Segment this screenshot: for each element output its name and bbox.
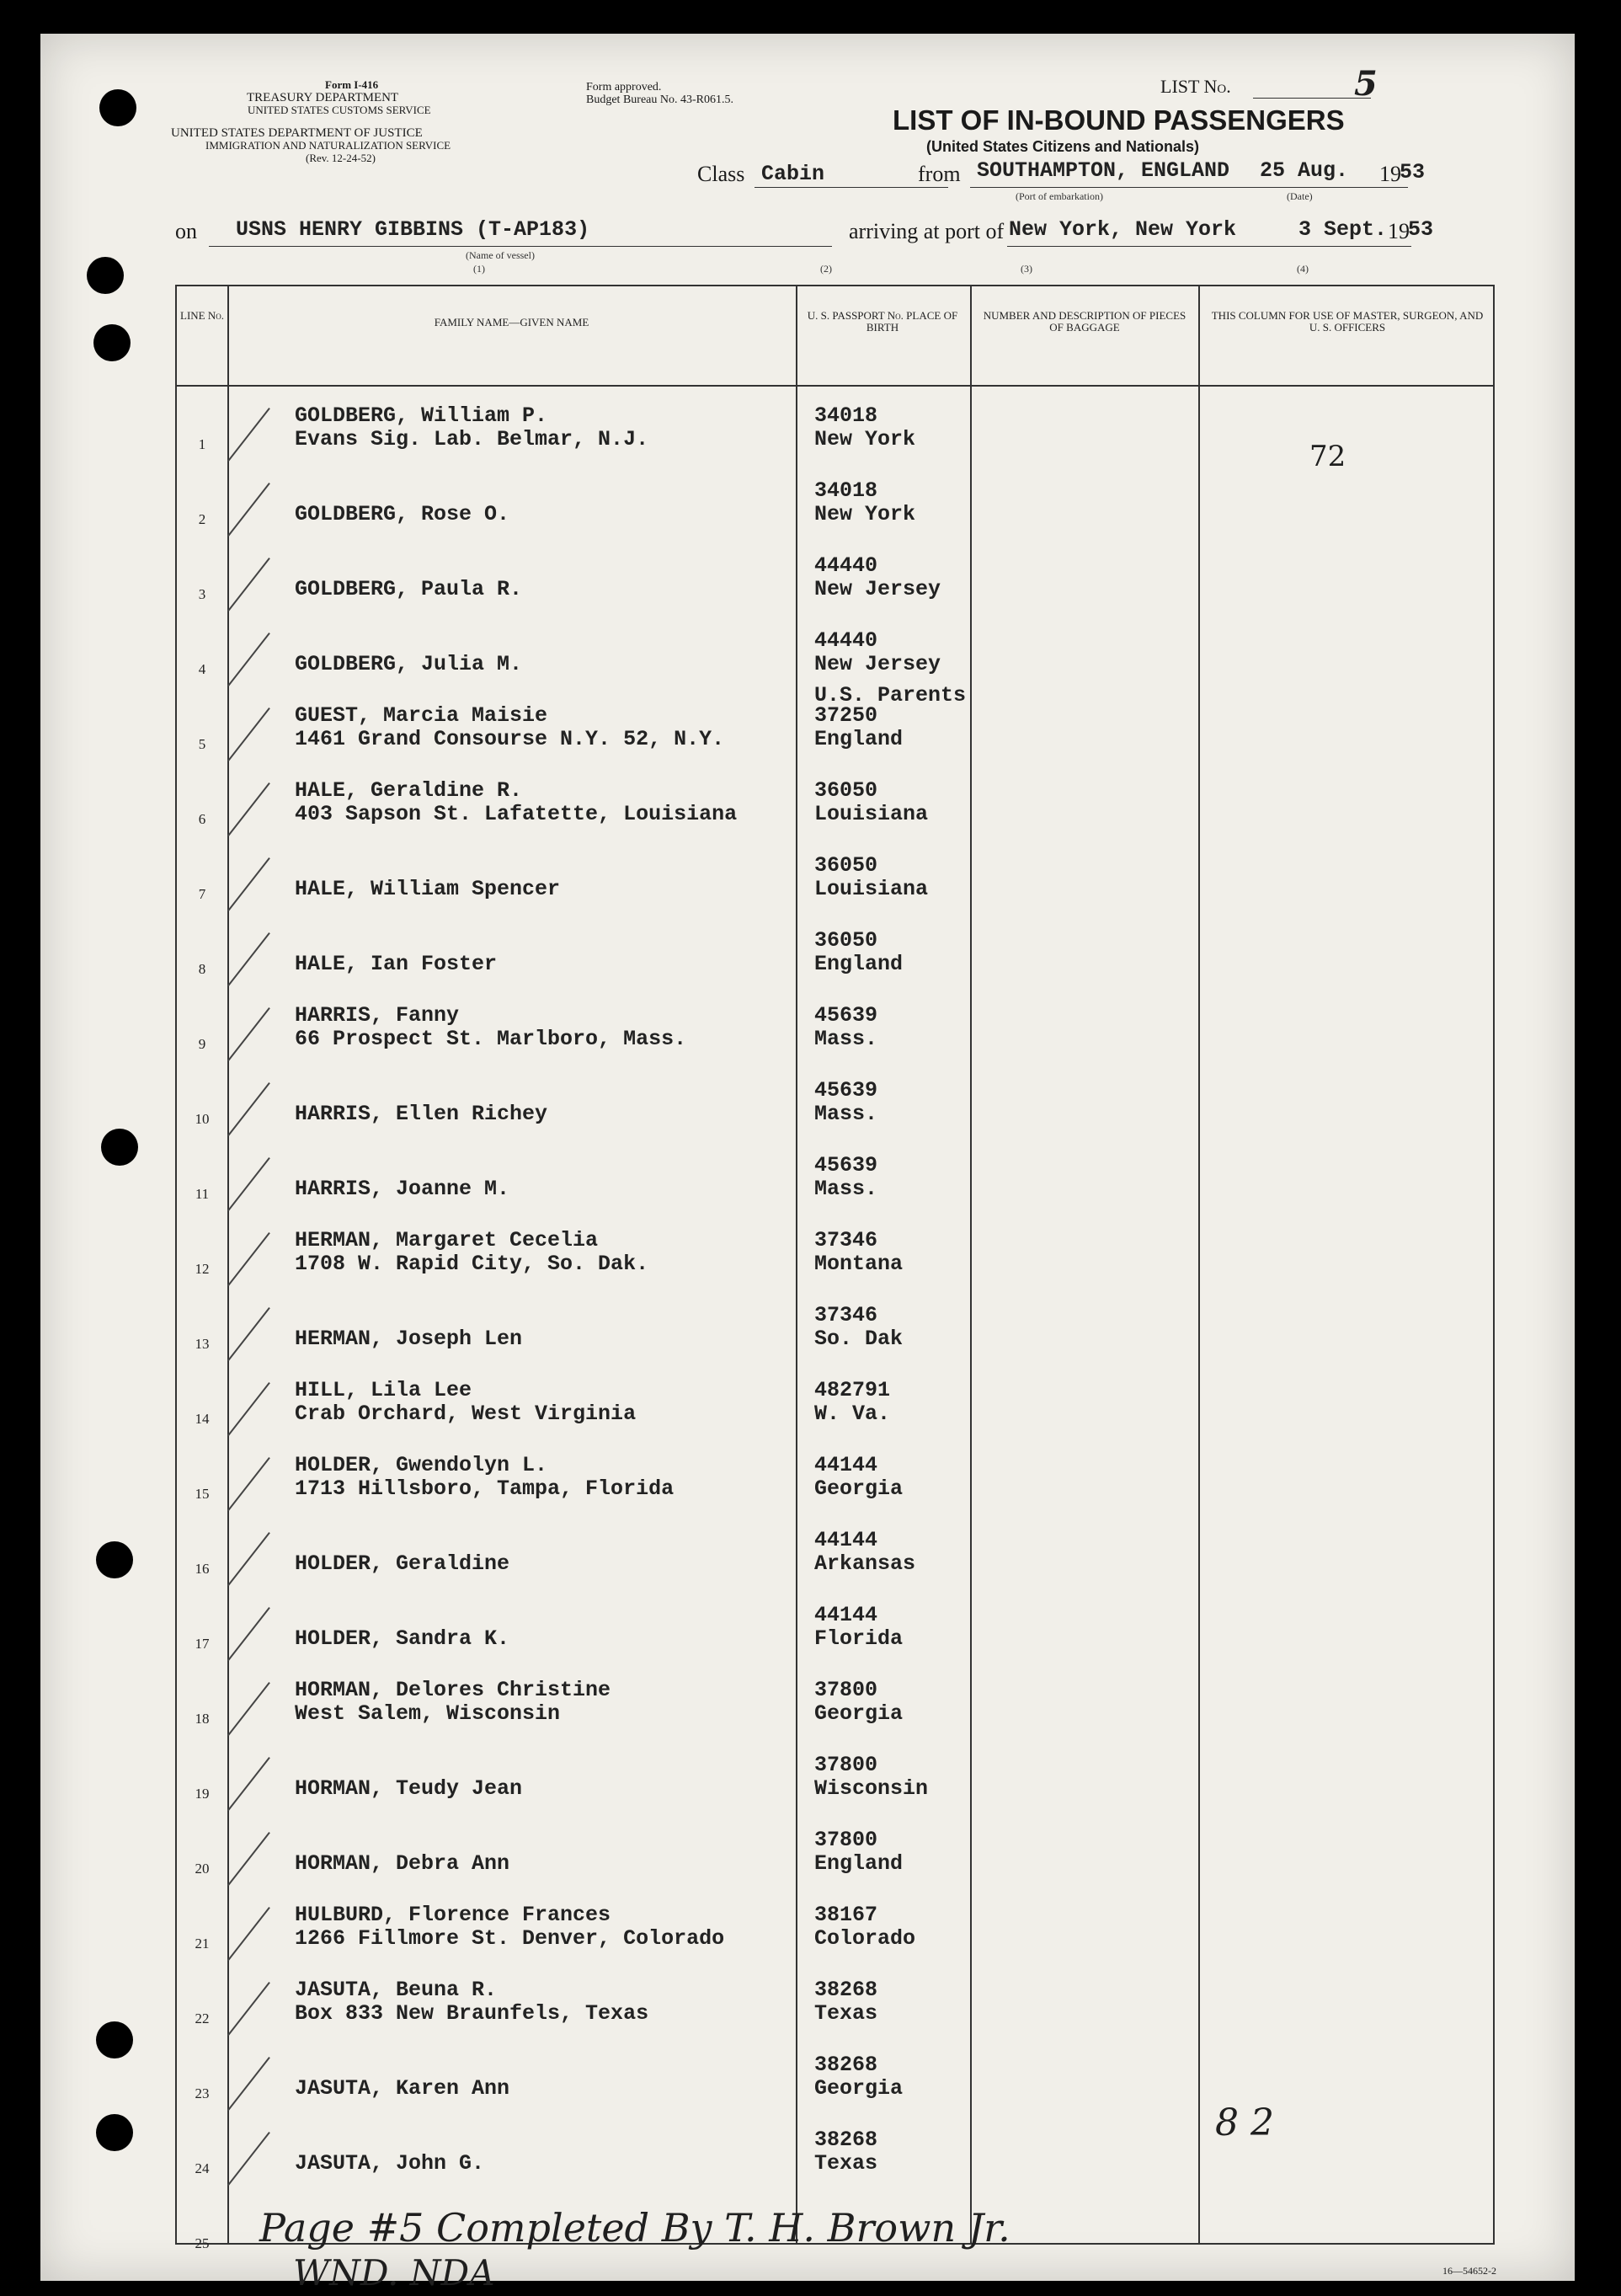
line-number: 17 (195, 1636, 210, 1652)
passenger-address: 403 Sapson St. Lafatette, Louisiana (295, 802, 738, 826)
passport-number: 44440 (814, 553, 878, 578)
check-mark-icon (227, 1007, 270, 1061)
passport-number: 45639 (814, 1153, 878, 1177)
passport-number: 37346 (814, 1228, 878, 1252)
passenger-name: JASUTA, Karen Ann (295, 2076, 510, 2101)
manifest-page (40, 34, 1575, 2293)
check-mark-icon (227, 1457, 270, 1511)
table-row (177, 760, 1493, 835)
table-row (177, 2034, 1493, 2109)
passenger-name: JASUTA, Beuna R. (295, 1978, 498, 2002)
check-mark-icon (227, 2057, 270, 2111)
passport-number: 37800 (814, 1753, 878, 1777)
form-number: Form I-416 (325, 78, 379, 91)
signature: 8 2 (1215, 2101, 1274, 2144)
check-mark-icon (227, 932, 270, 986)
passenger-address: 1708 W. Rapid City, So. Dak. (295, 1252, 649, 1276)
line-number: 4 (198, 661, 206, 677)
passenger-table (175, 285, 1495, 2251)
passport-number: 34018 (814, 403, 878, 428)
place-of-birth: England (814, 952, 904, 976)
check-mark-icon (227, 2132, 270, 2186)
place-of-birth: Mass. (814, 1102, 878, 1126)
table-row (177, 1209, 1493, 1284)
list-number: 5 (1354, 64, 1378, 104)
line-number: 23 (195, 2085, 210, 2101)
line-number: 1 (198, 436, 206, 452)
check-mark-icon (227, 782, 270, 836)
passenger-address: Box 833 New Braunfels, Texas (295, 2001, 649, 2026)
check-mark-icon (227, 1607, 270, 1661)
passport-number: 37250 (814, 703, 878, 728)
table-row (177, 1359, 1493, 1434)
col-passport: U. S. PASSPORT No. PLACE OF BIRTH (807, 309, 958, 334)
line-number: 13 (195, 1336, 210, 1352)
passport-number: 37800 (814, 1678, 878, 1702)
line-number: 24 (195, 2160, 210, 2176)
place-of-birth: Texas (814, 2001, 878, 2026)
passenger-name: HORMAN, Debra Ann (295, 1851, 510, 1876)
place-of-birth: Mass. (814, 1027, 878, 1051)
place-of-birth: New Jersey (814, 577, 941, 601)
table-row (177, 1734, 1493, 1809)
dept-treasury-sub: UNITED STATES CUSTOMS SERVICE (248, 104, 431, 116)
line-number: 14 (195, 1411, 210, 1427)
passenger-name: HALE, William Spencer (295, 877, 561, 901)
table-row (177, 385, 1493, 460)
line-number: 16 (195, 1561, 210, 1577)
passenger-name: GOLDBERG, Paula R. (295, 577, 523, 601)
passenger-name: HALE, Ian Foster (295, 952, 498, 976)
check-mark-icon (227, 1982, 270, 2036)
place-of-birth: Wisconsin (814, 1776, 929, 1801)
class-label: Class (697, 162, 745, 186)
line-number: 15 (195, 1486, 210, 1502)
passenger-name: GOLDBERG, William P. (295, 403, 548, 428)
place-of-birth: Louisiana (814, 802, 929, 826)
place-of-birth: Mass. (814, 1177, 878, 1201)
dept-justice-sub: IMMIGRATION AND NATURALIZATION SERVICE (205, 139, 451, 152)
passenger-name: GUEST, Marcia Maisie (295, 703, 548, 728)
place-of-birth: W. Va. (814, 1402, 891, 1426)
table-row (177, 610, 1493, 685)
passport-number: 45639 (814, 1003, 878, 1028)
passenger-address: Evans Sig. Lab. Belmar, N.J. (295, 427, 649, 451)
table-row (177, 1959, 1493, 2034)
place-of-birth: New Jersey (814, 652, 941, 676)
passport-number: 38268 (814, 1978, 878, 2002)
table-row (177, 1060, 1493, 1135)
caption-2: (2) (820, 263, 832, 275)
table-row (177, 1135, 1493, 1209)
table-row (177, 1284, 1493, 1359)
passenger-address: 1713 Hillsboro, Tampa, Florida (295, 1476, 675, 1501)
passenger-name: HARRIS, Fanny (295, 1003, 460, 1028)
passenger-name: JASUTA, John G. (295, 2151, 485, 2176)
caption-4: (4) (1297, 263, 1309, 275)
table-row (177, 1884, 1493, 1959)
passenger-name: HILL, Lila Lee (295, 1378, 472, 1402)
passenger-name: HOLDER, Geraldine (295, 1551, 510, 1576)
arrival-year-prefix: 19 (1388, 219, 1410, 243)
check-mark-icon (227, 1157, 270, 1211)
caption-1: (1) (473, 263, 485, 275)
check-mark-icon (227, 857, 270, 911)
passenger-name: GOLDBERG, Julia M. (295, 652, 523, 676)
punch-hole (96, 2114, 133, 2151)
place-of-birth: New York (814, 502, 916, 526)
passport-number: 45639 (814, 1078, 878, 1103)
line-number: 3 (198, 586, 206, 602)
arrival-year: 53 (1408, 217, 1434, 242)
passenger-name: HERMAN, Margaret Cecelia (295, 1228, 599, 1252)
check-mark-icon (227, 1532, 270, 1586)
passenger-name: HERMAN, Joseph Len (295, 1327, 523, 1351)
passenger-address: 1461 Grand Consourse N.Y. 52, N.Y. (295, 727, 725, 751)
check-mark-icon (227, 707, 270, 761)
passenger-name: HOLDER, Gwendolyn L. (295, 1453, 548, 1477)
line-number: 20 (195, 1861, 210, 1877)
passenger-name: HARRIS, Ellen Richey (295, 1102, 548, 1126)
on-label: on (175, 219, 197, 243)
check-mark-icon (227, 558, 270, 611)
dept-justice: UNITED STATES DEPARTMENT OF JUSTICE (171, 126, 423, 140)
passenger-name: HALE, Geraldine R. (295, 778, 523, 803)
table-row (177, 1659, 1493, 1734)
line-number: 22 (195, 2010, 210, 2026)
embarkation-caption: (Port of embarkation) (1016, 190, 1103, 202)
punch-hole (93, 324, 131, 361)
line-number: 18 (195, 1711, 210, 1727)
table-row (177, 1809, 1493, 1884)
check-mark-icon (227, 1082, 270, 1136)
line-number: 21 (195, 1936, 210, 1952)
from-label: from (918, 162, 961, 186)
bottom-annotation: WND. NDA (293, 2252, 495, 2293)
table-row (177, 985, 1493, 1060)
line-number: 19 (195, 1786, 210, 1802)
footer-code: 16—54652-2 (1442, 2265, 1496, 2277)
passenger-name: HARRIS, Joanne M. (295, 1177, 510, 1201)
passenger-name: HOLDER, Sandra K. (295, 1626, 510, 1651)
table-row (177, 535, 1493, 610)
col-officers: THIS COLUMN FOR USE OF MASTER, SURGEON, AND U. S. OFFICERS (1211, 309, 1484, 334)
line-number: 9 (198, 1036, 206, 1052)
place-of-birth: Louisiana (814, 877, 929, 901)
passenger-address: West Salem, Wisconsin (295, 1701, 561, 1726)
table-row (177, 1509, 1493, 1584)
arriving-label: arriving at port of (849, 219, 1005, 243)
passport-number: 38268 (814, 2128, 878, 2152)
table-row (177, 2109, 1493, 2184)
vessel-caption: (Name of vessel) (466, 249, 535, 261)
line-number: 25 (195, 2235, 210, 2251)
place-of-birth: Colorado (814, 1926, 916, 1951)
table-row (177, 910, 1493, 985)
caption-3: (3) (1021, 263, 1032, 275)
col-name: FAMILY NAME—GIVEN NAME (434, 316, 589, 328)
passenger-name: HULBURD, Florence Frances (295, 1903, 611, 1927)
col-baggage: NUMBER AND DESCRIPTION OF PIECES OF BAGGAGE (983, 309, 1186, 334)
punch-hole (96, 1541, 133, 1578)
arrival-date: 3 Sept. (1298, 217, 1388, 242)
table-row (177, 460, 1493, 535)
form-subtitle: (United States Citizens and Nationals) (926, 138, 1200, 155)
line-number: 10 (195, 1111, 210, 1127)
check-mark-icon (227, 633, 270, 686)
depart-year: 53 (1400, 160, 1426, 184)
passport-number: 37346 (814, 1303, 878, 1327)
check-mark-icon (227, 1832, 270, 1886)
place-of-birth: Texas (814, 2151, 878, 2176)
line-number: 7 (198, 886, 206, 902)
place-of-birth: Georgia (814, 1701, 904, 1726)
date-caption: (Date) (1287, 190, 1313, 202)
form-title: LIST OF IN-BOUND PASSENGERS (893, 104, 1345, 136)
punch-hole (99, 89, 136, 126)
place-of-birth: England (814, 727, 904, 751)
place-of-birth: Florida (814, 1626, 904, 1651)
passenger-name: HORMAN, Teudy Jean (295, 1776, 523, 1801)
class-value: Cabin (761, 162, 825, 186)
line-number: 12 (195, 1261, 210, 1277)
passport-number: 34018 (814, 478, 878, 503)
passenger-address: Crab Orchard, West Virginia (295, 1402, 637, 1426)
check-mark-icon (227, 1757, 270, 1811)
passport-number: 36050 (814, 778, 878, 803)
embarkation-port: SOUTHAMPTON, ENGLAND (977, 158, 1230, 183)
list-label: LIST No. (1160, 76, 1231, 97)
departure-date: 25 Aug. (1260, 158, 1349, 183)
passenger-address: 66 Prospect St. Marlboro, Mass. (295, 1027, 687, 1051)
check-mark-icon (227, 483, 270, 537)
passenger-name: GOLDBERG, Rose O. (295, 502, 510, 526)
table-row (177, 835, 1493, 910)
punch-hole (96, 2021, 133, 2058)
check-mark-icon (227, 1682, 270, 1736)
passport-number: 38268 (814, 2053, 878, 2077)
punch-hole (87, 257, 124, 294)
passport-number: 44440 (814, 628, 878, 653)
line-number: 2 (198, 511, 206, 527)
line-number: 5 (198, 736, 206, 752)
place-of-birth: New York (814, 427, 916, 451)
passport-number: 44144 (814, 1453, 878, 1477)
place-of-birth: England (814, 1851, 904, 1876)
line-number: 8 (198, 961, 206, 977)
passport-number: 36050 (814, 928, 878, 953)
birth-note: U.S. Parents (814, 683, 967, 707)
depart-year-prefix: 19 (1379, 162, 1401, 186)
form-approved: Form approved. (586, 81, 662, 93)
check-mark-icon (227, 1907, 270, 1961)
line-number: 11 (195, 1186, 210, 1202)
officer-note: 72 (1309, 440, 1346, 473)
col-line: LINE No. (180, 309, 224, 322)
passenger-address: 1266 Fillmore St. Denver, Colorado (295, 1926, 725, 1951)
passport-number: 36050 (814, 853, 878, 878)
check-mark-icon (227, 1307, 270, 1361)
dept-treasury: TREASURY DEPARTMENT (247, 91, 399, 104)
place-of-birth: Georgia (814, 1476, 904, 1501)
passport-number: 44144 (814, 1528, 878, 1552)
passport-number: 482791 (814, 1378, 891, 1402)
table-row (177, 1434, 1493, 1509)
table-row (177, 1584, 1493, 1659)
budget-bureau: Budget Bureau No. 43-R061.5. (586, 93, 733, 106)
completed-note: Page #5 Completed By T. H. Brown Jr. (259, 2205, 1010, 2251)
check-mark-icon (227, 1232, 270, 1286)
passport-number: 38167 (814, 1903, 878, 1927)
place-of-birth: Georgia (814, 2076, 904, 2101)
place-of-birth: Montana (814, 1252, 904, 1276)
passport-number: 37800 (814, 1828, 878, 1852)
passenger-name: HORMAN, Delores Christine (295, 1678, 611, 1702)
revision: (Rev. 12-24-52) (306, 152, 376, 164)
place-of-birth: So. Dak (814, 1327, 904, 1351)
line-number: 6 (198, 811, 206, 827)
place-of-birth: Arkansas (814, 1551, 916, 1576)
check-mark-icon (227, 1382, 270, 1436)
arrival-port: New York, New York (1009, 217, 1237, 242)
passport-number: 44144 (814, 1603, 878, 1627)
punch-hole (101, 1129, 138, 1166)
check-mark-icon (227, 408, 270, 462)
vessel-name: USNS HENRY GIBBINS (T-AP183) (236, 217, 590, 242)
table-row (177, 685, 1493, 760)
